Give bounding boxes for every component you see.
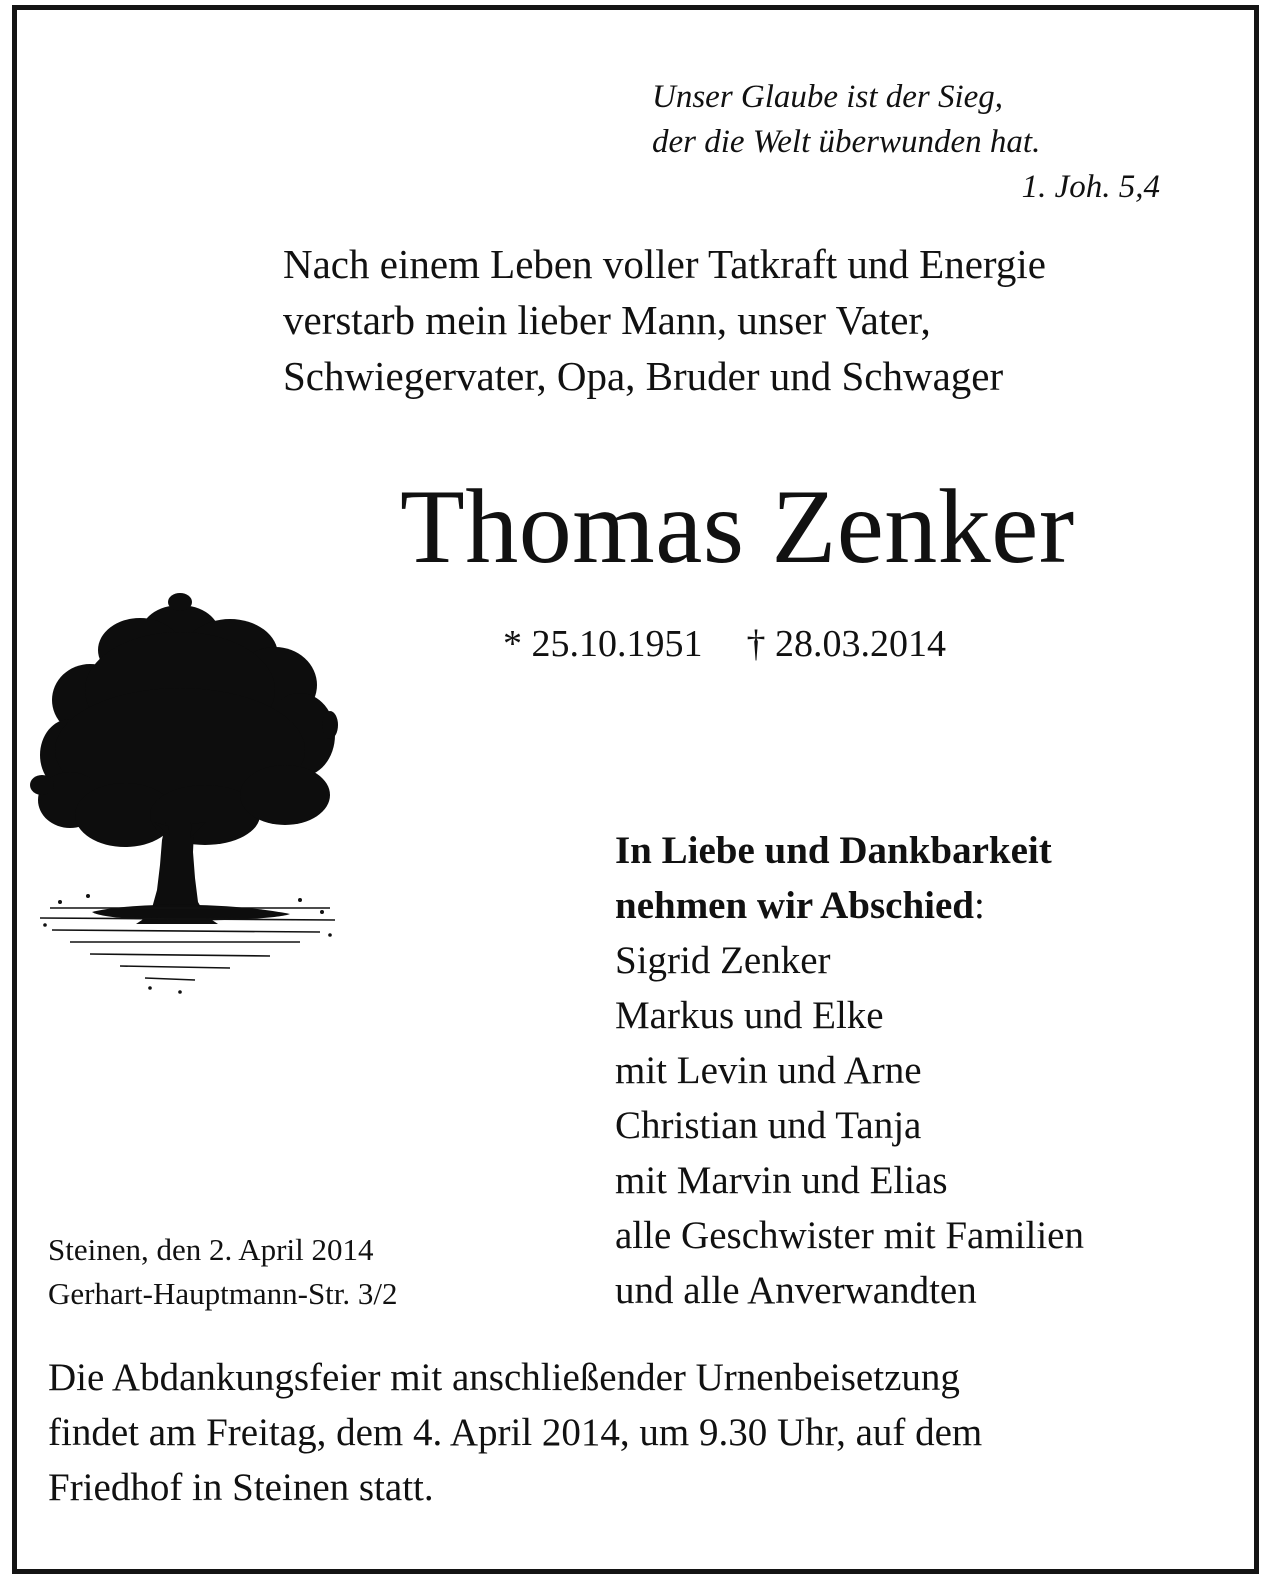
mourner-name: mit Levin und Arne [615,1049,922,1092]
life-dates [503,618,946,670]
ceremony-line: findet am Freitag, dem 4. April 2014, um 9.30 Uhr, auf dem [48,1411,983,1454]
verse-line: Unser Glaube ist der Sieg, [652,79,1004,115]
death-date: † 28.03.2014 [746,623,946,665]
bible-verse [652,75,1172,210]
mourner-name: Markus und Elke [615,994,884,1037]
mourners-list [615,823,1084,1318]
tree-icon [30,590,340,1000]
mourners-heading: In Liebe und Dankbarkeit [615,829,1052,872]
verse-line: der die Welt überwunden hat. [652,124,1041,160]
ceremony-notice [48,1350,982,1515]
birth-date: * 25.10.1951 [503,623,703,665]
mourner-name: Sigrid Zenker [615,939,831,982]
mourners-heading-bold: nehmen wir Abschied [615,884,974,927]
mourners-heading-colon: : [974,884,985,927]
mourner-name: Christian und Tanja [615,1104,922,1147]
ceremony-line: Die Abdankungsfeier mit anschließender Urnenbeisetzung [48,1356,960,1399]
intro-line: Nach einem Leben voller Tatkraft und Energie [283,241,1046,287]
mourner-name: und alle Anverwandten [615,1269,977,1312]
place-and-date [48,1228,398,1316]
mourners-heading [615,878,1084,933]
place-date-line: Steinen, den 2. April 2014 [48,1232,374,1267]
mourner-name: alle Geschwister mit Familien [615,1214,1084,1257]
deceased-name: Thomas Zenker [400,468,1075,585]
mourner-name: mit Marvin und Elias [615,1159,948,1202]
intro-text [283,236,1046,404]
verse-reference: 1. Joh. 5,4 [1021,169,1160,205]
intro-line: Schwiegervater, Opa, Bruder und Schwager [283,353,1004,399]
intro-line: verstarb mein lieber Mann, unser Vater, [283,297,931,343]
address-line: Gerhart-Hauptmann-Str. 3/2 [48,1276,398,1311]
ceremony-line: Friedhof in Steinen statt. [48,1466,434,1509]
